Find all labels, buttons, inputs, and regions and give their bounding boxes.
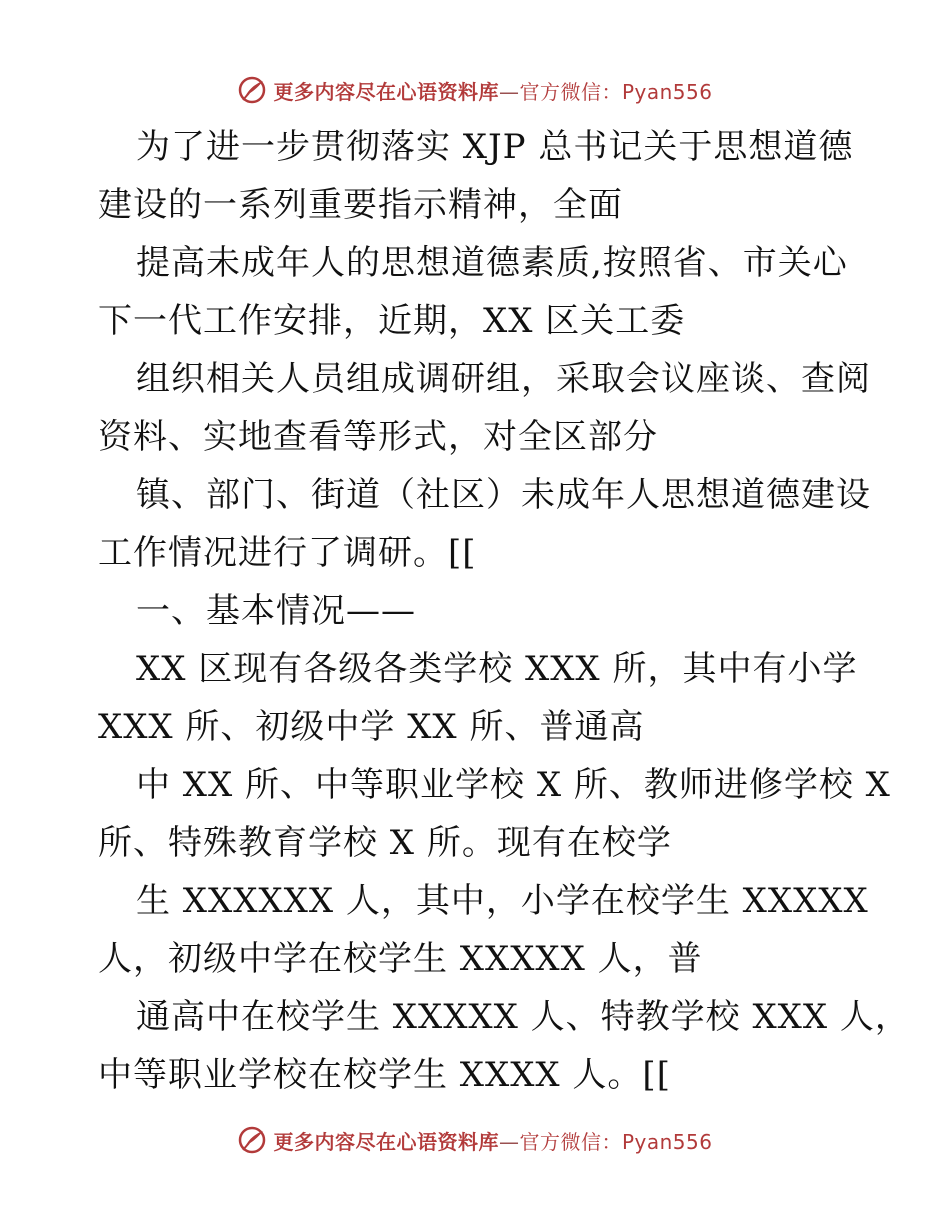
- text-line: 资料、实地查看等形式，对全区部分: [98, 417, 658, 457]
- watermark-text: [273, 76, 712, 105]
- watermark-name: 更多内容尽在心语资料库: [273, 1129, 499, 1154]
- text-line: 为了进一步贯彻落实 XJP 总书记关于思想道德: [136, 127, 854, 167]
- watermark-separator: —: [498, 1129, 520, 1154]
- watermark-wechat: 官方微信：Pyan556: [519, 1129, 713, 1154]
- watermark-wechat: 官方微信：Pyan556: [519, 79, 713, 104]
- text-line: 建设的一系列重要指示精神，全面: [98, 185, 623, 225]
- text-line: 生 XXXXXX 人，其中，小学在校学生 XXXXX: [136, 881, 869, 921]
- text-line: 通高中在校学生 XXXXX 人、特教学校 XXX 人，: [136, 997, 910, 1037]
- watermark-text: [273, 1126, 712, 1155]
- header-watermark: [0, 70, 950, 110]
- text-line: 组织相关人员组成调研组，采取会议座谈、查阅: [136, 359, 871, 399]
- text-line: 中 XX 所、中等职业学校 X 所、教师进修学校 X: [136, 765, 891, 805]
- text-line: XX 区现有各级各类学校 XXX 所，其中有小学: [136, 649, 858, 689]
- feather-logo-icon: [237, 1125, 267, 1155]
- watermark-name: 更多内容尽在心语资料库: [273, 79, 499, 104]
- text-line: 镇、部门、街道（社区）未成年人思想道德建设: [136, 475, 871, 515]
- footer-watermark: [0, 1120, 950, 1160]
- text-line: XXX 所、初级中学 XX 所、普通高: [98, 707, 645, 747]
- document-body: [98, 118, 910, 1104]
- text-line: 提高未成年人的思想道德素质,按照省、市关心: [136, 243, 848, 283]
- section-heading: 一、基本情况——: [136, 591, 416, 631]
- watermark-separator: —: [498, 79, 520, 104]
- feather-logo-icon: [237, 75, 267, 105]
- text-line: 所、特殊教育学校 X 所。现有在校学: [98, 823, 672, 863]
- text-line: 工作情况进行了调研。[[: [98, 533, 477, 573]
- text-line: 人，初级中学在校学生 XXXXX 人，普: [98, 939, 703, 979]
- text-line: 中等职业学校在校学生 XXXX 人。[[: [98, 1055, 671, 1095]
- text-line: 下一代工作安排，近期，XX 区关工委: [98, 301, 686, 341]
